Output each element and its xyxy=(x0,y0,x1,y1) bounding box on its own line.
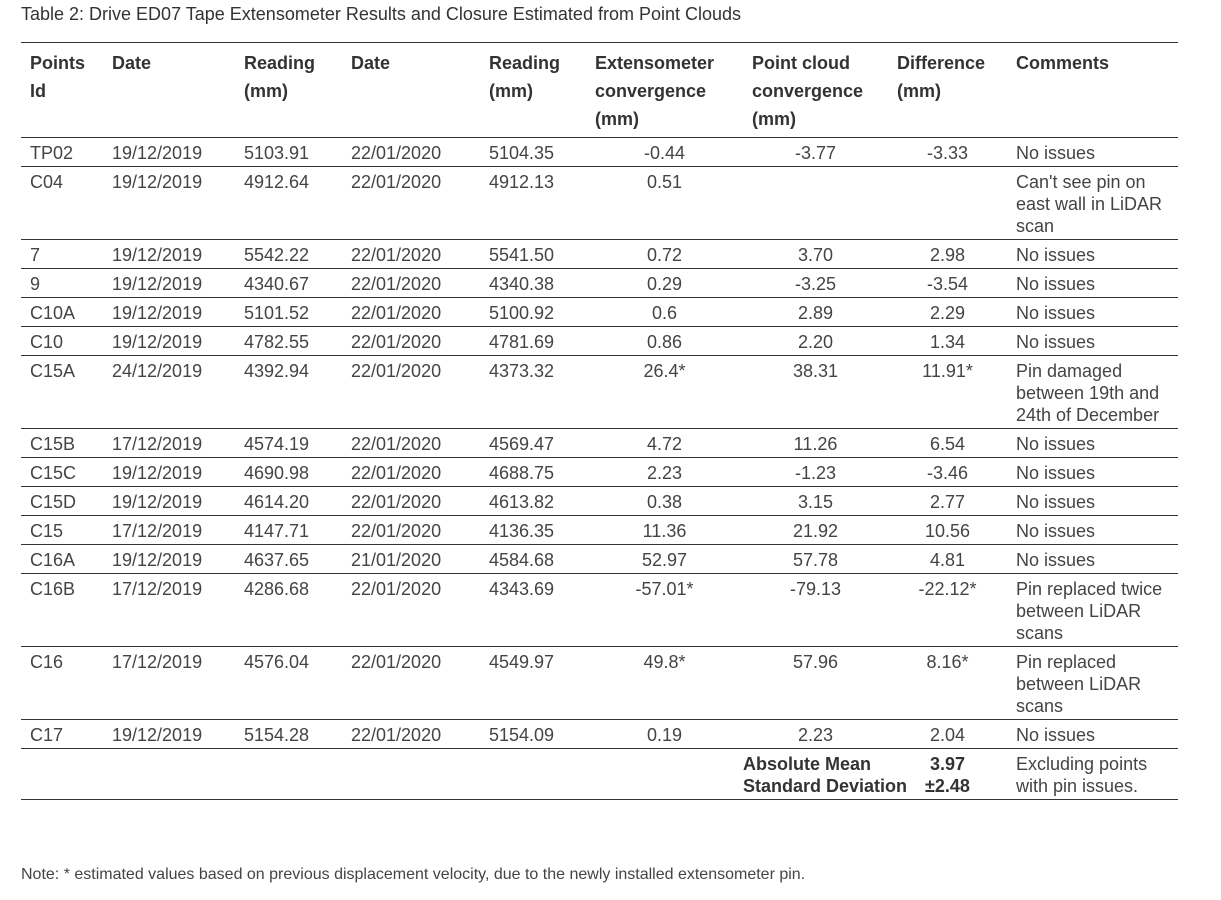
reading-2-cell: 5154.09 xyxy=(480,720,586,749)
reading-1-cell: 4574.19 xyxy=(235,429,342,458)
point-id-cell: C10A xyxy=(21,298,103,327)
difference-cell: 6.54 xyxy=(888,429,1007,458)
column-header: Point cloud convergence (mm) xyxy=(743,43,888,138)
point-cloud-convergence-cell: 3.15 xyxy=(743,487,888,516)
column-header: Date xyxy=(342,43,480,138)
point-cloud-convergence-cell: -3.77 xyxy=(743,138,888,167)
point-id-cell: C15D xyxy=(21,487,103,516)
results-table xyxy=(21,43,1178,800)
date-1-cell: 24/12/2019 xyxy=(103,356,235,429)
reading-2-cell: 4912.13 xyxy=(480,167,586,240)
comment-cell: No issues xyxy=(1007,720,1178,749)
point-cloud-convergence-cell: 2.89 xyxy=(743,298,888,327)
date-2-cell: 22/01/2020 xyxy=(342,167,480,240)
summary-labels xyxy=(743,749,908,800)
point-cloud-convergence-cell xyxy=(743,167,888,240)
table-row xyxy=(21,720,1178,749)
date-2-cell: 22/01/2020 xyxy=(342,429,480,458)
summary-spacer xyxy=(21,749,743,800)
reading-2-cell: 5541.50 xyxy=(480,240,586,269)
date-2-cell: 22/01/2020 xyxy=(342,327,480,356)
point-cloud-convergence-cell: 3.70 xyxy=(743,240,888,269)
point-id-cell: C16B xyxy=(21,574,103,647)
extensometer-convergence-cell: 49.8* xyxy=(586,647,743,720)
reading-2-cell: 4781.69 xyxy=(480,327,586,356)
point-cloud-convergence-cell: 2.20 xyxy=(743,327,888,356)
date-1-cell: 19/12/2019 xyxy=(103,327,235,356)
difference-cell: 4.81 xyxy=(888,545,1007,574)
point-id-cell: C04 xyxy=(21,167,103,240)
reading-1-cell: 5154.28 xyxy=(235,720,342,749)
date-1-cell: 19/12/2019 xyxy=(103,545,235,574)
column-header: Reading (mm) xyxy=(480,43,586,138)
date-2-cell: 22/01/2020 xyxy=(342,298,480,327)
reading-1-cell: 4614.20 xyxy=(235,487,342,516)
reading-2-cell: 4688.75 xyxy=(480,458,586,487)
date-1-cell: 17/12/2019 xyxy=(103,429,235,458)
table-row xyxy=(21,167,1178,240)
point-id-cell: C15A xyxy=(21,356,103,429)
extensometer-convergence-cell: -57.01* xyxy=(586,574,743,647)
reading-1-cell: 4912.64 xyxy=(235,167,342,240)
point-id-cell: TP02 xyxy=(21,138,103,167)
table-row xyxy=(21,487,1178,516)
comment-cell: Pin replaced twice between LiDAR scans xyxy=(1007,574,1178,647)
point-cloud-convergence-cell: 57.78 xyxy=(743,545,888,574)
reading-1-cell: 5103.91 xyxy=(235,138,342,167)
table-row xyxy=(21,138,1178,167)
comment-cell: No issues xyxy=(1007,269,1178,298)
date-2-cell: 22/01/2020 xyxy=(342,240,480,269)
standard-deviation-label: Standard Deviation xyxy=(743,776,908,796)
summary-row xyxy=(21,749,1178,800)
difference-cell: 8.16* xyxy=(888,647,1007,720)
table-row xyxy=(21,647,1178,720)
comment-cell: No issues xyxy=(1007,429,1178,458)
extensometer-convergence-cell: 26.4* xyxy=(586,356,743,429)
point-id-cell: 9 xyxy=(21,269,103,298)
comment-cell: No issues xyxy=(1007,298,1178,327)
extensometer-convergence-cell: 4.72 xyxy=(586,429,743,458)
point-cloud-convergence-cell: -1.23 xyxy=(743,458,888,487)
table-row xyxy=(21,516,1178,545)
reading-1-cell: 4637.65 xyxy=(235,545,342,574)
reading-1-cell: 5542.22 xyxy=(235,240,342,269)
point-cloud-convergence-cell: -79.13 xyxy=(743,574,888,647)
reading-1-cell: 4576.04 xyxy=(235,647,342,720)
table-row xyxy=(21,298,1178,327)
reading-2-cell: 4584.68 xyxy=(480,545,586,574)
point-cloud-convergence-cell: 21.92 xyxy=(743,516,888,545)
comment-cell: No issues xyxy=(1007,458,1178,487)
column-header: Comments xyxy=(1007,43,1178,138)
extensometer-convergence-cell: 0.29 xyxy=(586,269,743,298)
point-cloud-convergence-cell: 2.23 xyxy=(743,720,888,749)
difference-cell: -22.12* xyxy=(888,574,1007,647)
reading-2-cell: 4340.38 xyxy=(480,269,586,298)
reading-2-cell: 4569.47 xyxy=(480,429,586,458)
extensometer-convergence-cell: 0.19 xyxy=(586,720,743,749)
reading-2-cell: 5100.92 xyxy=(480,298,586,327)
reading-2-cell: 4136.35 xyxy=(480,516,586,545)
reading-2-cell: 4549.97 xyxy=(480,647,586,720)
date-2-cell: 22/01/2020 xyxy=(342,487,480,516)
extensometer-convergence-cell: 0.6 xyxy=(586,298,743,327)
reading-1-cell: 4690.98 xyxy=(235,458,342,487)
comment-cell: No issues xyxy=(1007,516,1178,545)
point-id-cell: C16A xyxy=(21,545,103,574)
extensometer-convergence-cell: 0.51 xyxy=(586,167,743,240)
difference-cell xyxy=(888,167,1007,240)
date-2-cell: 22/01/2020 xyxy=(342,574,480,647)
point-id-cell: C15 xyxy=(21,516,103,545)
extensometer-convergence-cell: 2.23 xyxy=(586,458,743,487)
extensometer-convergence-cell: -0.44 xyxy=(586,138,743,167)
date-1-cell: 17/12/2019 xyxy=(103,647,235,720)
standard-deviation-value: ±2.48 xyxy=(925,776,970,796)
comment-cell: Pin replaced between LiDAR scans xyxy=(1007,647,1178,720)
date-2-cell: 22/01/2020 xyxy=(342,516,480,545)
comment-cell: No issues xyxy=(1007,240,1178,269)
comment-cell: No issues xyxy=(1007,487,1178,516)
date-1-cell: 19/12/2019 xyxy=(103,720,235,749)
extensometer-convergence-cell: 0.38 xyxy=(586,487,743,516)
reading-1-cell: 4340.67 xyxy=(235,269,342,298)
comment-cell: No issues xyxy=(1007,138,1178,167)
extensometer-convergence-cell: 0.72 xyxy=(586,240,743,269)
reading-1-cell: 4286.68 xyxy=(235,574,342,647)
reading-1-cell: 4782.55 xyxy=(235,327,342,356)
date-2-cell: 22/01/2020 xyxy=(342,269,480,298)
point-id-cell: 7 xyxy=(21,240,103,269)
absolute-mean-label: Absolute Mean xyxy=(743,754,872,774)
date-2-cell: 22/01/2020 xyxy=(342,458,480,487)
reading-2-cell: 4613.82 xyxy=(480,487,586,516)
date-1-cell: 19/12/2019 xyxy=(103,138,235,167)
date-1-cell: 19/12/2019 xyxy=(103,269,235,298)
extensometer-convergence-cell: 0.86 xyxy=(586,327,743,356)
comment-cell: Pin damaged between 19th and 24th of December xyxy=(1007,356,1178,429)
column-header: Points Id xyxy=(21,43,103,138)
date-1-cell: 19/12/2019 xyxy=(103,298,235,327)
reading-1-cell: 4392.94 xyxy=(235,356,342,429)
reading-1-cell: 5101.52 xyxy=(235,298,342,327)
date-1-cell: 19/12/2019 xyxy=(103,487,235,516)
table-body xyxy=(21,138,1178,749)
table-note: Note: * estimated values based on previous displacement velocity, due to the newly installed extensometer pin. xyxy=(21,866,806,883)
date-1-cell: 19/12/2019 xyxy=(103,240,235,269)
date-2-cell: 22/01/2020 xyxy=(342,138,480,167)
difference-cell: 2.77 xyxy=(888,487,1007,516)
date-2-cell: 22/01/2020 xyxy=(342,720,480,749)
date-2-cell: 22/01/2020 xyxy=(342,356,480,429)
comment-cell: Can't see pin on east wall in LiDAR scan xyxy=(1007,167,1178,240)
comment-cell: No issues xyxy=(1007,327,1178,356)
extensometer-convergence-cell: 11.36 xyxy=(586,516,743,545)
difference-cell: 10.56 xyxy=(888,516,1007,545)
point-cloud-convergence-cell: 11.26 xyxy=(743,429,888,458)
table-row xyxy=(21,356,1178,429)
point-id-cell: C10 xyxy=(21,327,103,356)
column-header: Difference (mm) xyxy=(888,43,1007,138)
point-id-cell: C17 xyxy=(21,720,103,749)
difference-cell: 1.34 xyxy=(888,327,1007,356)
difference-cell: 2.04 xyxy=(888,720,1007,749)
point-id-cell: C16 xyxy=(21,647,103,720)
comment-cell: No issues xyxy=(1007,545,1178,574)
reading-2-cell: 5104.35 xyxy=(480,138,586,167)
table-row xyxy=(21,574,1178,647)
difference-cell: 2.29 xyxy=(888,298,1007,327)
reading-1-cell: 4147.71 xyxy=(235,516,342,545)
point-id-cell: C15B xyxy=(21,429,103,458)
date-2-cell: 21/01/2020 xyxy=(342,545,480,574)
date-1-cell: 19/12/2019 xyxy=(103,458,235,487)
point-cloud-convergence-cell: 57.96 xyxy=(743,647,888,720)
table-row xyxy=(21,240,1178,269)
absolute-mean-value: 3.97 xyxy=(929,754,966,774)
date-1-cell: 17/12/2019 xyxy=(103,574,235,647)
reading-2-cell: 4343.69 xyxy=(480,574,586,647)
column-header: Date xyxy=(103,43,235,138)
extensometer-convergence-cell: 52.97 xyxy=(586,545,743,574)
difference-cell: -3.46 xyxy=(888,458,1007,487)
table-caption: Table 2: Drive ED07 Tape Extensometer Results and Closure Estimated from Point Clouds xyxy=(21,4,742,24)
table-row xyxy=(21,458,1178,487)
column-header: Reading (mm) xyxy=(235,43,342,138)
reading-2-cell: 4373.32 xyxy=(480,356,586,429)
table-row xyxy=(21,545,1178,574)
difference-cell: 11.91* xyxy=(888,356,1007,429)
difference-cell: 2.98 xyxy=(888,240,1007,269)
summary-comment: Excluding points with pin issues. xyxy=(1007,749,1178,800)
difference-cell: -3.33 xyxy=(888,138,1007,167)
column-header: Extensometer convergence (mm) xyxy=(586,43,743,138)
point-cloud-convergence-cell: -3.25 xyxy=(743,269,888,298)
date-2-cell: 22/01/2020 xyxy=(342,647,480,720)
table-row xyxy=(21,269,1178,298)
header-row xyxy=(21,43,1178,138)
table-row xyxy=(21,327,1178,356)
difference-cell: -3.54 xyxy=(888,269,1007,298)
date-1-cell: 17/12/2019 xyxy=(103,516,235,545)
point-cloud-convergence-cell: 38.31 xyxy=(743,356,888,429)
table-row xyxy=(21,429,1178,458)
point-id-cell: C15C xyxy=(21,458,103,487)
date-1-cell: 19/12/2019 xyxy=(103,167,235,240)
